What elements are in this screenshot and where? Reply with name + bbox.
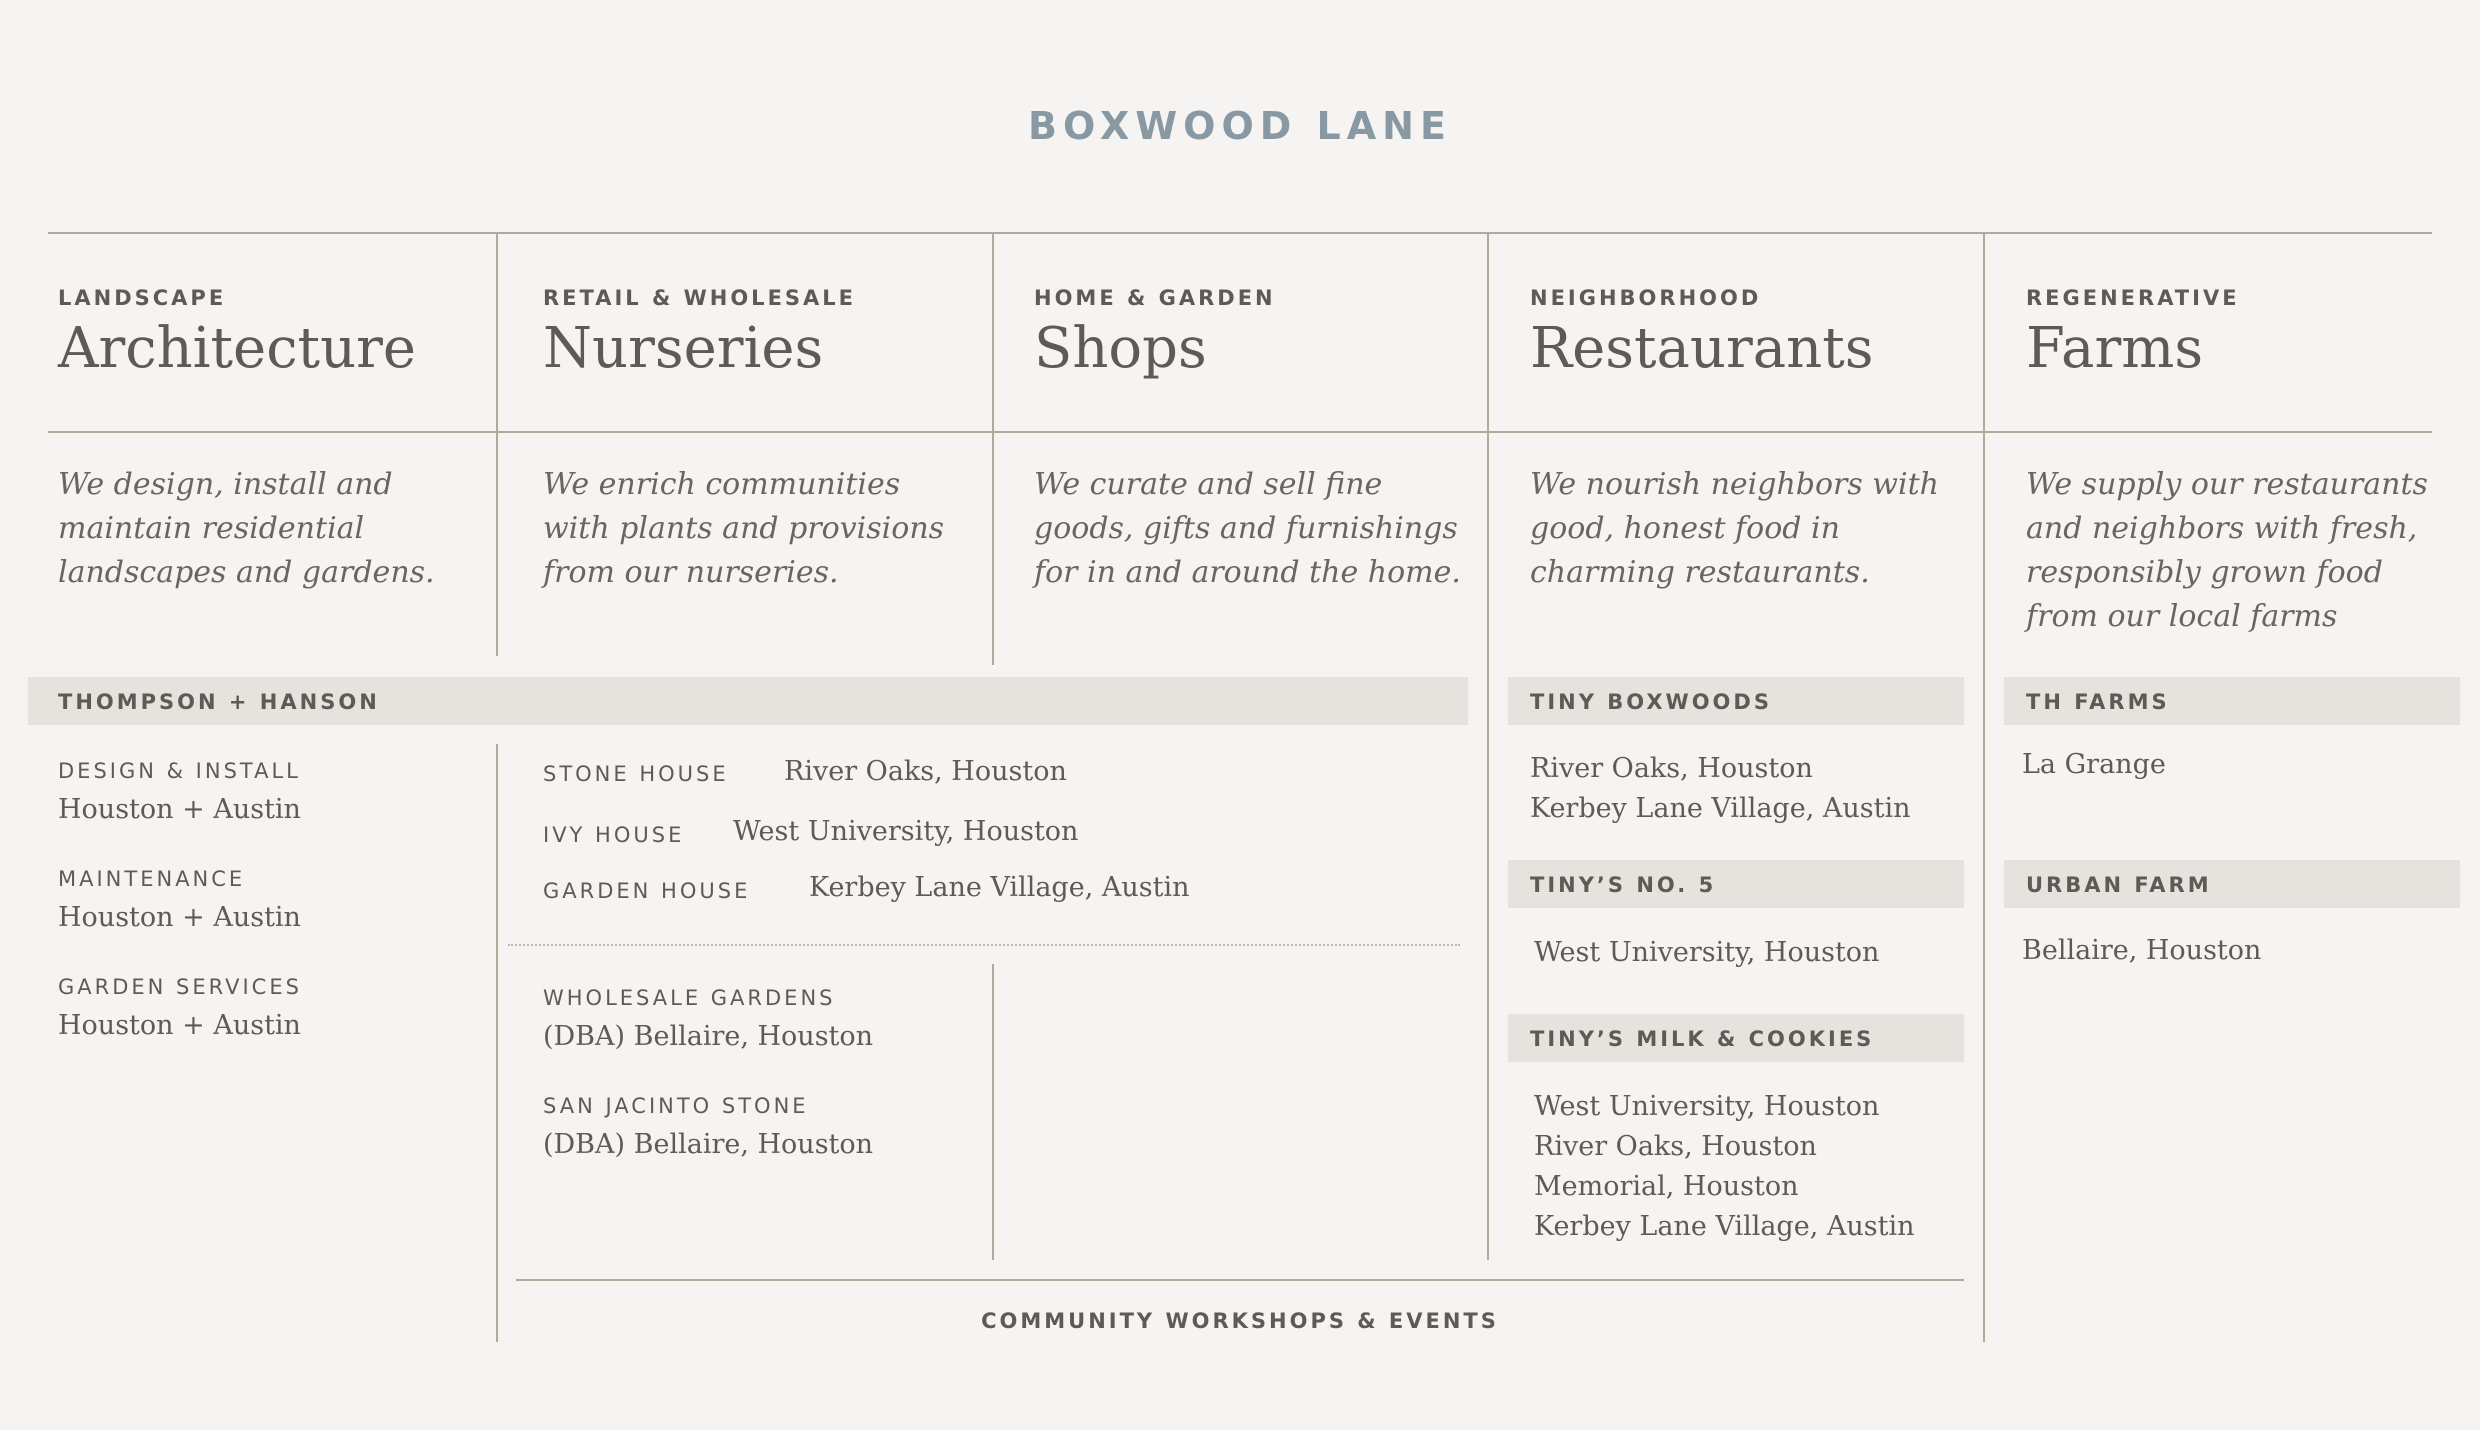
brand-title: BOXWOOD LANE: [1028, 104, 1452, 148]
restaurant-name: TINY BOXWOODS: [1530, 690, 1772, 714]
wholesale-location: (DBA) Bellaire, Houston: [543, 1129, 874, 1160]
restaurant-locations: [1534, 933, 1879, 973]
community-label: COMMUNITY WORKSHOPS & EVENTS: [981, 1309, 1499, 1333]
location-line: Kerbey Lane Village, Austin: [1534, 1211, 1915, 1242]
wholesale-name: WHOLESALE GARDENS: [543, 986, 836, 1010]
band-th-farms: [2004, 677, 2460, 725]
wholesale-name: SAN JACINTO STONE: [543, 1094, 809, 1118]
kicker-regenerative: REGENERATIVE: [2026, 286, 2240, 310]
header-rule: [48, 431, 2432, 433]
band-label: THOMPSON + HANSON: [58, 690, 380, 714]
location-line: West University, Houston: [1534, 937, 1880, 968]
kicker-landscape: LANDSCAPE: [58, 286, 227, 310]
heading-nurseries: Nurseries: [543, 316, 824, 381]
house-name: IVY HOUSE: [543, 823, 685, 847]
service-label: DESIGN & INSTALL: [58, 759, 301, 783]
house-name: STONE HOUSE: [543, 762, 729, 786]
top-rule: [48, 232, 2432, 234]
location-line: River Oaks, Houston: [1534, 1131, 1817, 1162]
location-line: West University, Houston: [1534, 1091, 1880, 1122]
wholesale-location: (DBA) Bellaire, Houston: [543, 1021, 874, 1052]
service-location: Houston + Austin: [58, 1010, 301, 1041]
house-name: GARDEN HOUSE: [543, 879, 751, 903]
kicker-neighborhood: NEIGHBORHOOD: [1530, 286, 1762, 310]
community-rule: [516, 1279, 1964, 1281]
farm-location: La Grange: [2022, 749, 2166, 780]
kicker-retail: RETAIL & WHOLESALE: [543, 286, 857, 310]
divider-1-lower: [496, 744, 498, 1342]
divider-1-upper: [496, 232, 498, 656]
location-line: Kerbey Lane Village, Austin: [1530, 793, 1911, 824]
restaurant-name: TINY’S MILK & COOKIES: [1530, 1027, 1875, 1051]
restaurant-locations: [1530, 749, 1910, 829]
desc-restaurants: We nourish neighbors with good, honest food in charming restaurants.: [1530, 467, 1939, 590]
desc-architecture: We design, install and maintain residential landscapes and gardens.: [58, 467, 435, 590]
desc-nurseries: We enrich communities with plants and provisions from our nurseries.: [543, 467, 945, 590]
heading-architecture: Architecture: [58, 316, 417, 381]
restaurant-name: TINY’S NO. 5: [1530, 873, 1717, 897]
service-location: Houston + Austin: [58, 902, 301, 933]
location-line: Memorial, Houston: [1534, 1171, 1799, 1202]
location-line: River Oaks, Houston: [1530, 753, 1813, 784]
kicker-home-garden: HOME & GARDEN: [1034, 286, 1276, 310]
divider-2-upper: [992, 232, 994, 665]
farm-location: Bellaire, Houston: [2022, 935, 2262, 966]
heading-farms: Farms: [2026, 316, 2204, 381]
house-location: Kerbey Lane Village, Austin: [809, 872, 1190, 903]
farm-name: TH FARMS: [2026, 690, 2170, 714]
service-location: Houston + Austin: [58, 794, 301, 825]
heading-restaurants: Restaurants: [1530, 316, 1874, 381]
heading-shops: Shops: [1034, 316, 1207, 381]
nursery-separator: [508, 944, 1460, 946]
house-location: River Oaks, Houston: [784, 756, 1067, 787]
band-tinys-milk-cookies: [1508, 1014, 1964, 1062]
band-tiny-boxwoods: [1508, 677, 1964, 725]
service-label: GARDEN SERVICES: [58, 975, 302, 999]
divider-2-lower: [992, 964, 994, 1260]
desc-farms: We supply our restaurants and neighbors with fresh, responsibly grown food from our local farms: [2026, 467, 2428, 634]
restaurant-locations: [1534, 1087, 1914, 1247]
service-label: MAINTENANCE: [58, 867, 246, 891]
band-tinys-no-5: [1508, 860, 1964, 908]
band-thompson-hanson: [28, 677, 1468, 725]
divider-4: [1983, 232, 1985, 1342]
band-urban-farm: [2004, 860, 2460, 908]
divider-3: [1487, 232, 1489, 1260]
farm-name: URBAN FARM: [2026, 873, 2212, 897]
house-location: West University, Houston: [733, 816, 1079, 847]
desc-shops: We curate and sell fine goods, gifts and furnishings for in and around the home.: [1034, 467, 1461, 590]
